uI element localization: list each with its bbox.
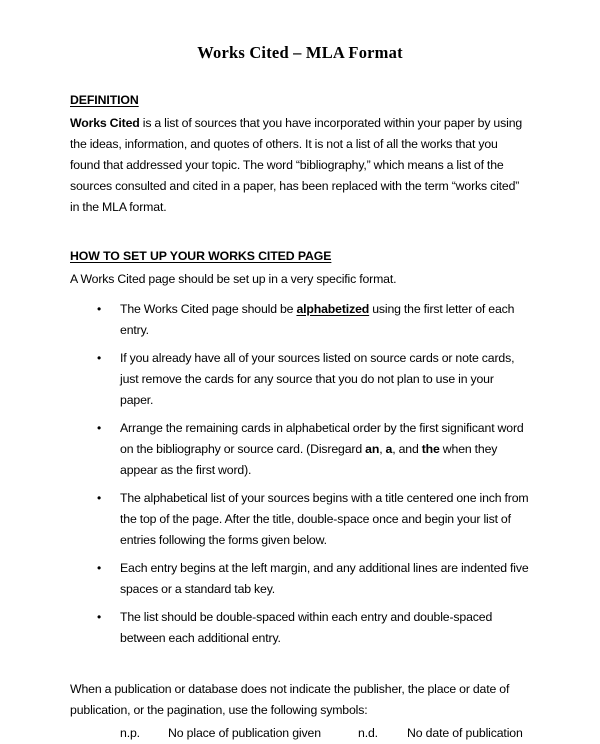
bullet-text-before: The list should be double-spaced within each entry and double-spaced between each additional entry. <box>120 609 493 645</box>
bullet-text-before: If you already have all of your sources listed on source cards or note cards, just remove the cards for any source that you do not plan to use in your paper. <box>120 350 515 407</box>
definition-lead-term: Works Cited <box>70 116 140 131</box>
definition-paragraph <box>70 109 530 218</box>
definition-body-text: is a list of sources that you have incorporated within your paper by using the ideas, information, and quotes of others. It is not a list of all the works that you found that addressed your topic. The word “bibliography,” which means a list of the sources consulted and cited in a paper, has been replaced with the term “works cited” in the MLA format. <box>70 116 523 215</box>
bullet-text-before: Each entry begins at the left margin, and any additional lines are indented five spaces or a standard tab key. <box>120 560 529 596</box>
setup-bullet-list <box>70 290 530 649</box>
list-item <box>70 488 530 551</box>
bullet-emphasis-alphabetized: alphabetized <box>296 301 370 316</box>
page-title: Works Cited – MLA Format <box>197 43 403 62</box>
bullet-icon: • <box>97 301 102 316</box>
definition-heading: DEFINITION <box>70 93 139 108</box>
bullet-text-before: The alphabetical list of your sources begins with a title centered one inch from the top of the page. After the title, double-space once and begin your list of entries following the forms given below. <box>120 490 529 547</box>
symbols-row <box>70 721 530 744</box>
bullet-icon: • <box>97 490 102 505</box>
bullet-emphasis-a: a <box>385 441 393 456</box>
bullet-text-mid1: , <box>379 441 386 456</box>
bullet-text-after: when they appear as the first word). <box>120 441 498 477</box>
symbol-abbr-nd: n.d. <box>358 725 378 740</box>
symbol-abbr-np: n.p. <box>120 725 140 740</box>
bullet-text-mid2: , and <box>392 441 422 456</box>
bullet-icon: • <box>97 420 102 435</box>
bullet-icon: • <box>97 350 102 365</box>
bullet-icon: • <box>97 609 102 624</box>
symbol-meaning-nd: No date of publication <box>407 725 523 740</box>
symbol-meaning-np: No place of publication given <box>168 725 321 740</box>
setup-heading: HOW TO SET UP YOUR WORKS CITED PAGE <box>70 249 332 264</box>
bullet-text-before: Arrange the remaining cards in alphabetical order by the first significant word on the bibliography or source card. (Disregard <box>120 420 524 456</box>
document-content <box>70 0 530 744</box>
bullet-icon: • <box>97 560 102 575</box>
bullet-text-after: using the first letter of each entry. <box>120 301 515 337</box>
list-item <box>70 607 530 649</box>
list-item <box>70 348 530 411</box>
bullet-emphasis-an: an <box>365 441 380 456</box>
bullet-emphasis-the: the <box>421 441 440 456</box>
list-item <box>70 418 530 481</box>
list-item <box>70 558 530 600</box>
bullet-text-before: The Works Cited page should be <box>120 301 297 316</box>
setup-intro-line: A Works Cited page should be set up in a very specific format. <box>70 271 397 286</box>
closing-paragraph: When a publication or database does not indicate the publisher, the place or date of publication, or the pagination, use the following symbols: <box>70 681 510 717</box>
list-item <box>70 299 530 341</box>
